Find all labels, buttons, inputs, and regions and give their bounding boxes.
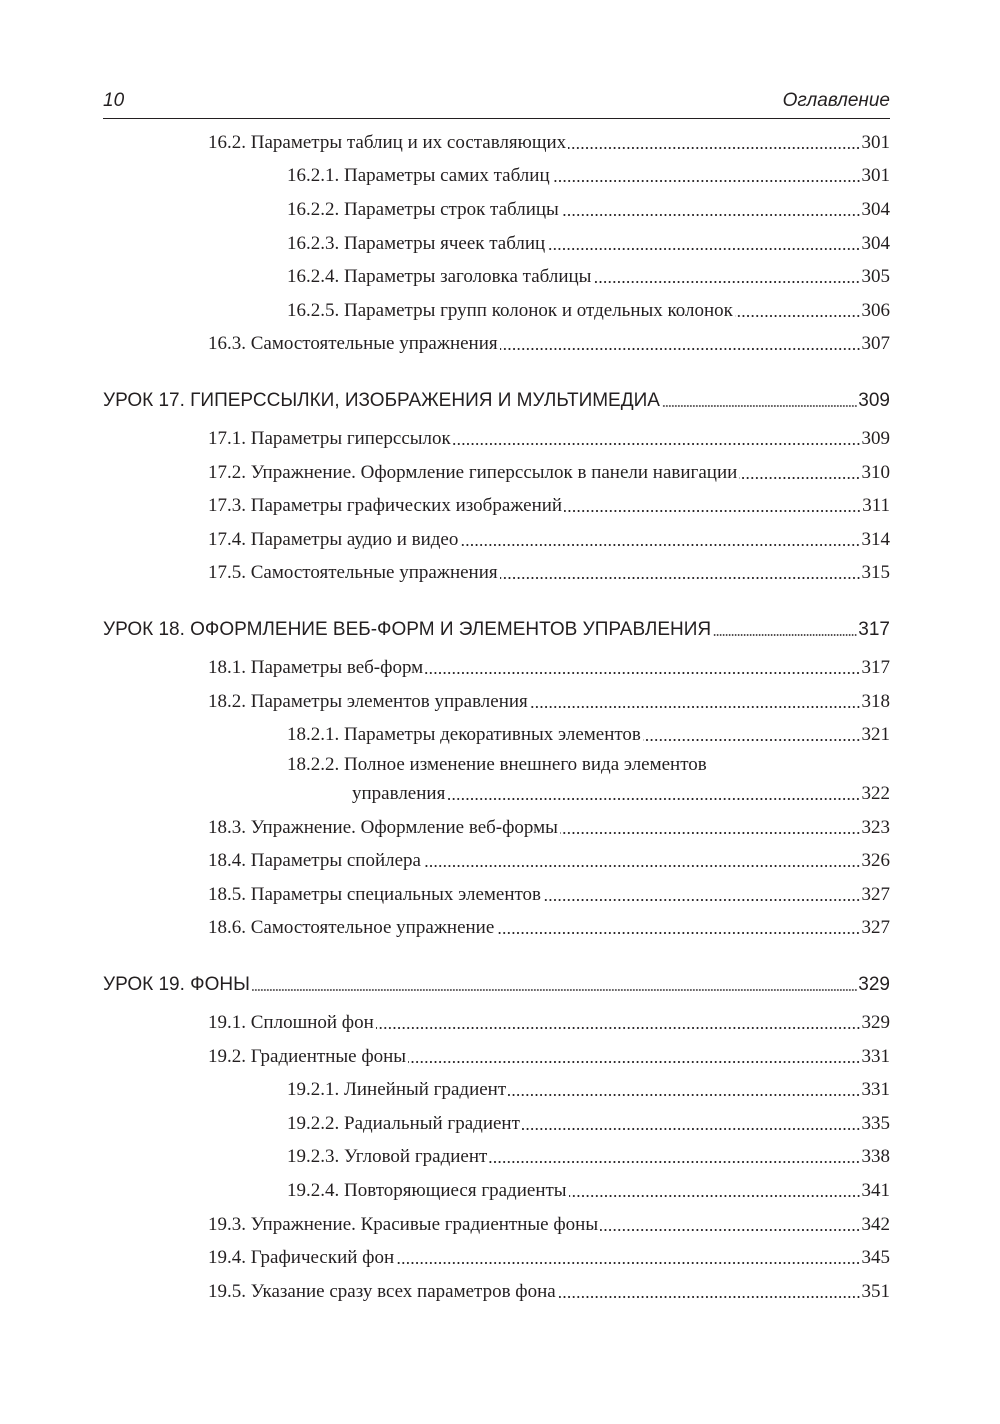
- toc-entry: [103, 718, 890, 752]
- toc-entry: [103, 523, 890, 557]
- toc-page-number: 329: [858, 974, 890, 996]
- dot-leader: [425, 671, 860, 675]
- toc-entry-title: 16.2.5. Параметры групп колонок и отдельных колонок: [287, 299, 733, 321]
- toc-entry: [103, 1006, 890, 1040]
- dot-leader: [569, 1194, 861, 1198]
- toc-entry: [103, 260, 890, 294]
- toc-page-number: 304: [861, 198, 890, 220]
- page-number: 10: [103, 90, 125, 111]
- dot-leader: [561, 213, 861, 217]
- toc-entry-title: 18.6. Самостоятельное упражнение: [208, 917, 495, 939]
- toc-entry: [103, 1208, 890, 1242]
- toc-entry-continuation: [103, 778, 890, 811]
- dot-leader: [547, 247, 860, 251]
- toc-entry-title: 16.2.2. Параметры строк таблицы: [287, 198, 559, 220]
- toc-page-number: 321: [861, 724, 890, 746]
- toc-entry: [103, 845, 890, 879]
- toc-entry: [103, 1073, 890, 1107]
- toc-entry-title: 16.2. Параметры таблиц и их составляющих: [208, 131, 567, 153]
- toc-chapter: [103, 380, 890, 422]
- toc-entry-title: 19.4. Графический фон: [208, 1247, 395, 1269]
- toc-page-number: 331: [861, 1045, 890, 1067]
- toc-entry: [103, 811, 890, 845]
- toc-entry-title: 19.2.2. Радиальный градиент: [287, 1112, 520, 1134]
- toc-page-number: 323: [861, 816, 890, 838]
- toc-page-number: 309: [858, 390, 890, 412]
- toc-page-number: 301: [861, 131, 890, 153]
- toc-entry: [103, 193, 890, 227]
- toc-entry-title: 18.4. Параметры спойлера: [208, 850, 421, 872]
- toc-entry: [103, 685, 890, 719]
- toc-entry-title: 18.1. Параметры веб-форм: [208, 656, 424, 678]
- toc-entry: [103, 456, 890, 490]
- dot-leader: [460, 543, 860, 547]
- toc-page-number: 310: [861, 461, 890, 483]
- toc-page-number: 351: [861, 1280, 890, 1302]
- dot-leader: [662, 404, 857, 408]
- dot-leader: [496, 931, 860, 935]
- toc-entry-title: УРОК 17. ГИПЕРССЫЛКИ, ИЗОБРАЖЕНИЯ И МУЛЬТИМЕДИА: [103, 390, 660, 412]
- toc-entry-title: УРОК 19. ФОНЫ: [103, 974, 250, 996]
- toc-page-number: 335: [861, 1112, 890, 1134]
- dot-leader: [543, 898, 860, 902]
- toc-entry-title: 18.2.1. Параметры декоративных элементов: [287, 724, 641, 746]
- toc-entry: [103, 1275, 890, 1309]
- toc-entry: [103, 328, 890, 362]
- running-header: [103, 86, 890, 119]
- toc-page-number: 304: [861, 232, 890, 254]
- dot-leader: [735, 314, 861, 318]
- dot-leader: [423, 864, 861, 868]
- dot-leader: [500, 347, 861, 351]
- toc-page-number: 307: [861, 333, 890, 355]
- section-title: Оглавление: [782, 90, 890, 111]
- toc-entry: [103, 422, 890, 456]
- toc-page-number: 329: [861, 1012, 890, 1034]
- toc-entry-title: 16.2.3. Параметры ячеек таблиц: [287, 232, 546, 254]
- dot-leader: [508, 1093, 860, 1097]
- toc-page-number: 342: [861, 1213, 890, 1235]
- toc-entry: [103, 489, 890, 523]
- toc-entry-title: 18.2. Параметры элементов управления: [208, 690, 528, 712]
- dot-leader: [593, 280, 860, 284]
- toc-page-number: 309: [861, 427, 890, 449]
- dot-leader: [564, 509, 861, 513]
- toc-page-number: 317: [861, 656, 890, 678]
- toc-entry: [103, 1241, 890, 1275]
- toc-entry-title: УРОК 18. ОФОРМЛЕНИЕ ВЕБ-ФОРМ И ЭЛЕМЕНТОВ УПРАВЛЕНИЯ: [103, 619, 712, 641]
- toc-entry-title: 19.3. Упражнение. Красивые градиентные фоны: [208, 1213, 599, 1235]
- dot-leader: [447, 797, 860, 801]
- toc-page-number: 331: [861, 1079, 890, 1101]
- toc-entry: [103, 126, 890, 160]
- dot-leader: [252, 988, 857, 992]
- toc-entry-title: 16.3. Самостоятельные упражнения: [208, 333, 498, 355]
- dot-leader: [408, 1060, 860, 1064]
- dot-leader: [713, 633, 857, 637]
- toc-entry: [103, 160, 890, 194]
- toc-page-number: 327: [861, 883, 890, 905]
- dot-leader: [396, 1261, 860, 1265]
- toc-entry: [103, 1107, 890, 1141]
- table-of-contents: [103, 126, 890, 1309]
- toc-entry: [103, 878, 890, 912]
- toc-page-number: 338: [861, 1146, 890, 1168]
- toc-entry-title: 17.5. Самостоятельные упражнения: [208, 562, 498, 584]
- toc-entry-title: 17.4. Параметры аудио и видео: [208, 528, 459, 550]
- toc-entry-title: 18.3. Упражнение. Оформление веб-формы: [208, 816, 558, 838]
- toc-page-number: 311: [862, 495, 890, 517]
- dot-leader: [552, 179, 861, 183]
- toc-page-number: 327: [861, 917, 890, 939]
- toc-page-number: 318: [861, 690, 890, 712]
- toc-entry-title: 19.2.1. Линейный градиент: [287, 1079, 507, 1101]
- toc-entry: [103, 752, 890, 778]
- toc-page-number: 345: [861, 1247, 890, 1269]
- dot-leader: [739, 476, 860, 480]
- toc-entry-title: 17.2. Упражнение. Оформление гиперссылок в панели навигации: [208, 461, 738, 483]
- toc-entry: [103, 912, 890, 946]
- toc-page-number: 306: [861, 299, 890, 321]
- toc-entry-title: 19.1. Сплошной фон: [208, 1012, 374, 1034]
- toc-page-number: 315: [861, 562, 890, 584]
- toc-entry: [103, 1174, 890, 1208]
- dot-leader: [643, 738, 861, 742]
- dot-leader: [568, 146, 860, 150]
- toc-entry-title: 16.2.4. Параметры заголовка таблицы: [287, 266, 592, 288]
- dot-leader: [522, 1127, 861, 1131]
- toc-chapter: [103, 964, 890, 1006]
- dot-leader: [500, 576, 861, 580]
- toc-page-number: 326: [861, 850, 890, 872]
- toc-entry-title: 19.2.3. Угловой градиент: [287, 1146, 488, 1168]
- dot-leader: [489, 1160, 860, 1164]
- toc-entry: [103, 294, 890, 328]
- toc-entry-title: 16.2.1. Параметры самих таблиц: [287, 165, 550, 187]
- toc-page-number: 341: [861, 1180, 890, 1202]
- toc-entry-title: 19.2.4. Повторяющиеся градиенты: [287, 1180, 567, 1202]
- toc-page-number: 305: [861, 266, 890, 288]
- toc-entry-title: 19.5. Указание сразу всех параметров фона: [208, 1280, 556, 1302]
- dot-leader: [560, 831, 861, 835]
- dot-leader: [558, 1295, 861, 1299]
- toc-entry: [103, 557, 890, 591]
- toc-entry: [103, 651, 890, 685]
- toc-entry-title-continued: управления: [352, 783, 446, 805]
- toc-entry: [103, 1141, 890, 1175]
- dot-leader: [600, 1228, 860, 1232]
- toc-entry-title: 17.1. Параметры гиперссылок: [208, 427, 451, 449]
- dot-leader: [453, 442, 861, 446]
- toc-page-number: 301: [861, 165, 890, 187]
- dot-leader: [530, 705, 861, 709]
- toc-chapter: [103, 609, 890, 651]
- toc-entry-title: 19.2. Градиентные фоны: [208, 1045, 407, 1067]
- toc-entry-title: 17.3. Параметры графических изображений: [208, 495, 563, 517]
- toc-page-number: 314: [861, 528, 890, 550]
- toc-page-number: 317: [858, 619, 890, 641]
- dot-leader: [376, 1026, 861, 1030]
- toc-entry-title: 18.2.2. Полное изменение внешнего вида элементов: [287, 753, 707, 775]
- toc-entry: [103, 1040, 890, 1074]
- toc-page-number: 322: [861, 783, 890, 805]
- toc-entry-title: 18.5. Параметры специальных элементов: [208, 883, 542, 905]
- toc-entry: [103, 227, 890, 261]
